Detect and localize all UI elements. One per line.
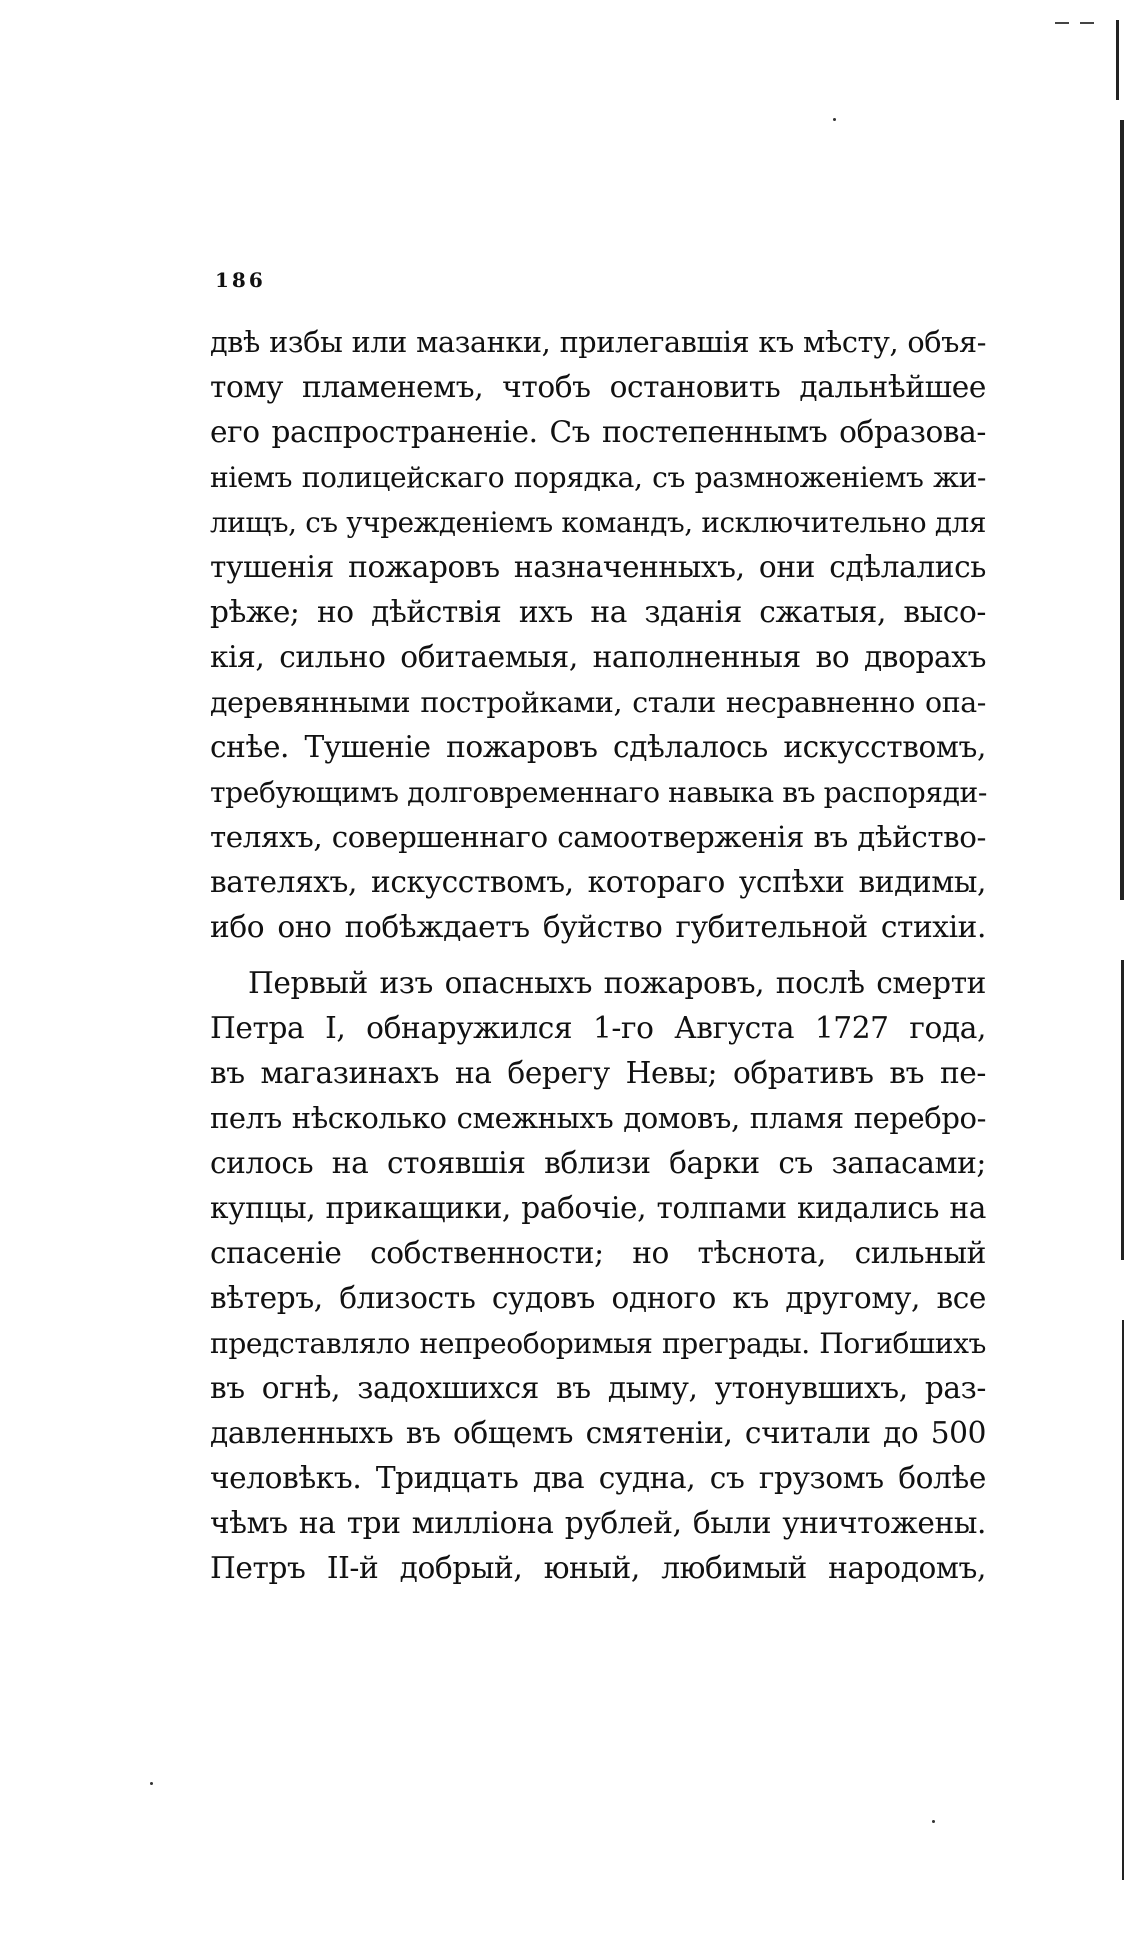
- text-line: вѣтеръ, близость судовъ одного къ другому, все: [210, 1281, 986, 1315]
- text-line: снѣе. Тушеніе пожаровъ сдѣлалось искусствомъ,: [210, 730, 986, 764]
- text-line: вателяхъ, искусствомъ, котораго успѣхи видимы,: [210, 865, 986, 899]
- body-text: [210, 320, 986, 1591]
- text-line: давленныхъ въ общемъ смятеніи, считали до 500: [210, 1416, 986, 1450]
- scan-dash: [1080, 22, 1094, 24]
- text-line: деревянными постройками, стали несравненно опа-: [210, 686, 986, 719]
- text-line: теляхъ, совершеннаго самоотверженія въ дѣйство-: [210, 820, 986, 854]
- text-line: чѣмъ на три милліона рублей, были уничтожены.: [210, 1506, 986, 1540]
- text-line: ніемъ полицейскаго порядка, съ размноженіемъ жи-: [210, 461, 986, 494]
- scan-edge-line: [1120, 120, 1124, 900]
- text-line: лищъ, съ учрежденіемъ командъ, исключительно для: [210, 506, 986, 539]
- scan-edge-line: [1116, 20, 1119, 100]
- text-line: въ огнѣ, задохшихся въ дыму, утонувшихъ, раз-: [210, 1371, 986, 1405]
- text-line: рѣже; но дѣйствія ихъ на зданія сжатыя, высо-: [210, 595, 986, 629]
- text-line: кія, сильно обитаемыя, наполненныя во дворахъ: [210, 640, 986, 674]
- text-line: требующимъ долговременнаго навыка въ распоряди-: [210, 776, 987, 809]
- scan-speck: [833, 118, 836, 121]
- text-line: представляло непреоборимыя преграды. Погибшихъ: [210, 1327, 986, 1360]
- scan-speck: [150, 1782, 153, 1785]
- text-line: двѣ избы или мазанки, прилегавшія къ мѣсту, объя-: [210, 325, 986, 359]
- text-line: ибо оно побѣждаетъ буйство губительной стихіи.: [210, 910, 986, 944]
- paragraph-1: [210, 320, 986, 950]
- text-line: человѣкъ. Тридцать два судна, съ грузомъ болѣе: [210, 1461, 986, 1495]
- text-line: Петра I, обнаружился 1-го Августа 1727 года,: [210, 1011, 986, 1045]
- scan-edge-line: [1122, 1320, 1124, 1880]
- scan-dash: [1055, 22, 1069, 24]
- text-line: спасеніе собственности; но тѣснота, сильный: [210, 1236, 986, 1270]
- text-line: его распространеніе. Съ постепеннымъ образова-: [210, 415, 986, 449]
- text-line: въ магазинахъ на берегу Невы; обративъ въ пе-: [210, 1056, 986, 1090]
- scan-edge-line: [1121, 960, 1124, 1260]
- paragraph-2: [210, 961, 986, 1591]
- scan-speck: [932, 1820, 935, 1823]
- text-line: пелъ нѣсколько смежныхъ домовъ, пламя перебро-: [210, 1101, 986, 1135]
- page-number: 186: [215, 268, 266, 292]
- text-line: силось на стоявшія вблизи барки съ запасами;: [210, 1146, 986, 1180]
- text-line: Первый изъ опасныхъ пожаровъ, послѣ смерти: [248, 966, 986, 1000]
- text-line: тому пламенемъ, чтобъ остановить дальнѣйшее: [210, 370, 986, 404]
- text-line: Петръ II-й добрый, юный, любимый народомъ,: [210, 1551, 986, 1585]
- text-line: тушенія пожаровъ назначенныхъ, они сдѣлались: [210, 550, 986, 584]
- text-line: купцы, прикащики, рабочіе, толпами кидались на: [210, 1191, 986, 1225]
